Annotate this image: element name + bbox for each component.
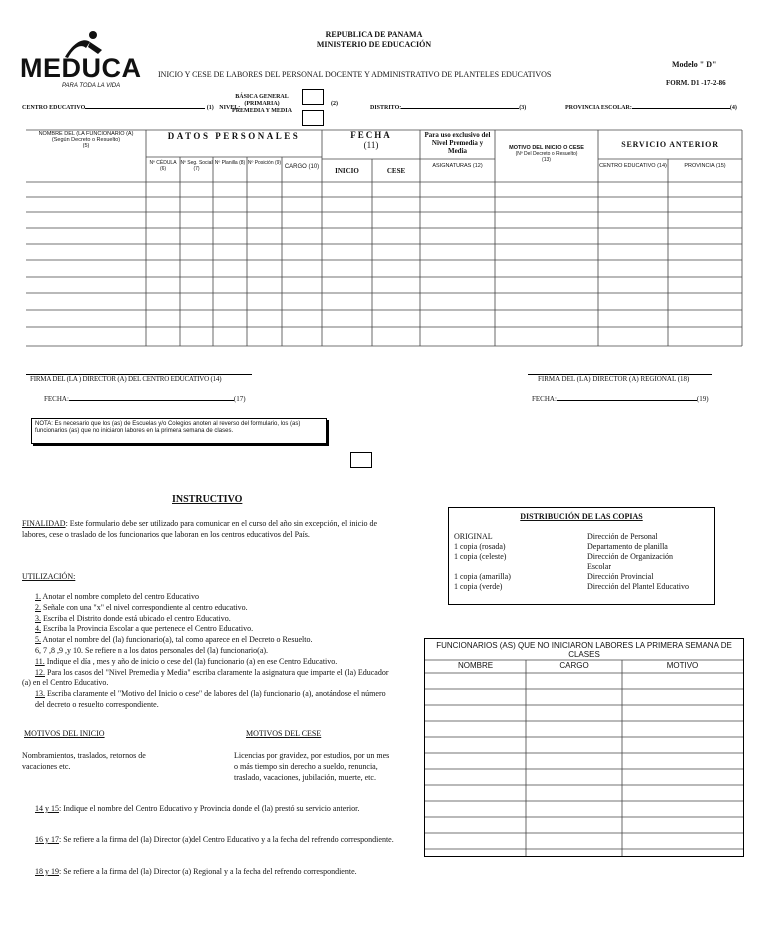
col-servicio-header: SERVICIO ANTERIOR [621, 140, 719, 149]
fecha-left: FECHA: (17) [44, 395, 246, 403]
republic-label: REPUBLICA DE PANAMA [325, 30, 423, 39]
col-cedula-header: Nº CÉDULA (6) [149, 160, 177, 172]
ministry-label: MINISTERIO DE EDUCACIÓN [316, 40, 432, 49]
utilizacion-label: UTILIZACIÓN: [22, 572, 76, 581]
logo-name: MEDUCA [20, 53, 142, 83]
form-title: INICIO Y CESE DE LABORES DEL PERSONAL DOCENTE Y ADMINISTRATIVO DE PLANTELES EDUCATIVOS [158, 70, 552, 79]
nivel-basica-label: BÁSICA GENERAL (PRIMARIA) PREMEDIA Y MEDIA [232, 94, 292, 114]
col-posicion-header: Nº Posición (9) [247, 160, 282, 166]
col-datos-header: DATOS PERSONALES [167, 131, 301, 141]
list-item: 2. Señale con una "x" el nivel correspondiente al centro educativo. [35, 602, 248, 612]
col-centro-ant-header: CENTRO EDUCATIVO (14) [599, 163, 667, 169]
main-table-grid [0, 0, 768, 360]
list-item: 1 copia (verde) Dirección del Plantel Educativo [454, 582, 689, 591]
nota-16-17: 16 y 17: Se refiere a la firma del (la) Director (a)del Centro Educativo y a la fecha del refrendo correspondiente. [35, 835, 394, 844]
model-label: Modelo " D" [672, 60, 717, 69]
small-checkbox[interactable] [350, 452, 372, 468]
nota-text: NOTA: Es necesario que los (as) de Escuelas y/o Colegios anoten al reverso del formulario, los (as) funcionarios (as) que no iniciaron labores en la primera semana de clases. [35, 421, 301, 434]
col-provincia-ant-header: PROVINCIA (15) [684, 163, 726, 169]
utilizacion-list [22, 592, 395, 711]
funcionarios-title: FUNCIONARIOS (AS) QUE NO INICIARON LABORES LA PRIMERA SEMANA DE CLASES [436, 641, 732, 659]
finalidad-paragraph: FINALIDAD: Este formulario debe ser utilizado para comunicar en el curso del año sin excepción, el inicio de labores, cese o traslado de los funcionarios que laboran en los centros educativos del País. [22, 519, 377, 539]
list-item: ORIGINAL Dirección de Personal [454, 532, 658, 541]
col-seg-header: Nº Seg. Social (7) [180, 160, 213, 172]
list-item: 1 copia (rosada) Departamento de planilla [454, 542, 668, 551]
list-item: 1 copia (celeste) Dirección de Organización Escolar [454, 552, 674, 571]
col-motivo-header: MOTIVO DEL INICIO O CESE (Nº Del Decreto o Resuelto) (13) [509, 145, 584, 163]
fecha-right: FECHA: (19) [532, 395, 709, 403]
form-code: FORM. D1 -17-2-86 [666, 79, 726, 87]
list-item: 1. Anotar el nombre completo del centro Educativo [35, 592, 199, 601]
motivos-inicio-title: MOTIVOS DEL INICIO [24, 729, 105, 738]
nota-18-19: 18 y 19: Se refiere a la firma del (la) Director (a) Regional y a la fecha del refrendo correspondiente. [35, 867, 357, 876]
field-provincia: PROVINCIA ESCOLAR: (4) [565, 101, 737, 111]
list-item: 11. Indique el día , mes y año de inicio o cese del (la) funcionario (a) en ese Centro Educativo. [35, 656, 338, 666]
motivos-inicio-text: Nombramientos, traslados, retornos de vacaciones etc. [22, 751, 146, 771]
nota-14-15: 14 y 15: Indique el nombre del Centro Educativo y Provincia donde el (la) prestó su servicio anterior. [35, 804, 360, 813]
distribucion-title: DISTRIBUCIÓN DE LAS COPIAS [520, 512, 643, 521]
field-distrito: DISTRITO: (3) [370, 101, 526, 111]
nota-box [31, 418, 327, 444]
col-motivo: MOTIVO [666, 661, 699, 670]
col-inicio-header: INICIO [335, 167, 359, 175]
list-item: 5. Anotar el nombre del (la) funcionario(a), tal como aparece en el Decreto o Resuelto. [35, 635, 313, 645]
list-item: 1 copia (amarilla) Dirección Provincial [454, 572, 654, 581]
col-planilla-header: Nº Planilla (8) [214, 160, 246, 166]
col-exclusivo-header: Para uso exclusivo del Nivel Premedia y Media [424, 131, 491, 155]
list-item: 13. Escriba claramente el "Motivo del Inicio o cese" de labores del (la) funcionario (a), anotándose el número del decreto o resuelto correspondiente. [35, 689, 386, 709]
logo-tagline: PARA TODA LA VIDA [62, 83, 121, 89]
col-cese-header: CESE [386, 167, 406, 175]
funcionarios-grid [425, 639, 743, 856]
motivos-cese-text: Licencias por gravidez, por estudios, por un mes o más tiempo sin derecho a sueldo, renuncia, traslado, vacaciones, jubilación, muerte, etc. [234, 751, 390, 782]
nivel-num: (2) [331, 101, 338, 107]
motivos-cese-title: MOTIVOS DEL CESE [246, 729, 322, 738]
list-item: 6, 7 ,8 ,9 ,y 10. Se refiere n a los datos personales del (la) funcionario(a). [35, 645, 269, 655]
col-nombre-header: NOMBRE DEL (LA FUNCIONARIO (A) (Según Decreto o Resuelto) (5) [38, 131, 134, 149]
col-nombre: NOMBRE [457, 661, 494, 670]
firma-director-label: FIRMA DEL (LA ) DIRECTOR (A) DEL CENTRO EDUCATIVO (14) [30, 375, 222, 383]
list-item: 3. Escriba el Distrito donde está ubicado el centro Educativo. [35, 613, 231, 623]
distribucion-box [448, 507, 715, 605]
list-item: 4. Escriba la Provincia Escolar a que pertenece el Centro Educativo. [35, 624, 254, 634]
col-asignaturas-header: ASIGNATURAS (12) [432, 163, 483, 169]
field-centro: CENTRO EDUCATIVO (1) NIVEL: [22, 101, 240, 111]
instructivo-title: INSTRUCTIVO [172, 494, 243, 505]
col-fecha-header: FECHA (11) [350, 130, 392, 150]
funcionarios-table [424, 638, 744, 857]
list-item: 12. Para los casos del "Nivel Premedia y Media" escriba claramente la asignatura que imparte el (la) Educador (a) en el Centro Educativo. [22, 667, 389, 688]
col-cargo: CARGO [559, 661, 589, 670]
col-cargo-header: CARGO (10) [284, 164, 320, 170]
firma-regional-label: FIRMA DEL (LA) DIRECTOR (A) REGIONAL (18) [538, 375, 690, 383]
distribucion-rows [454, 532, 712, 592]
